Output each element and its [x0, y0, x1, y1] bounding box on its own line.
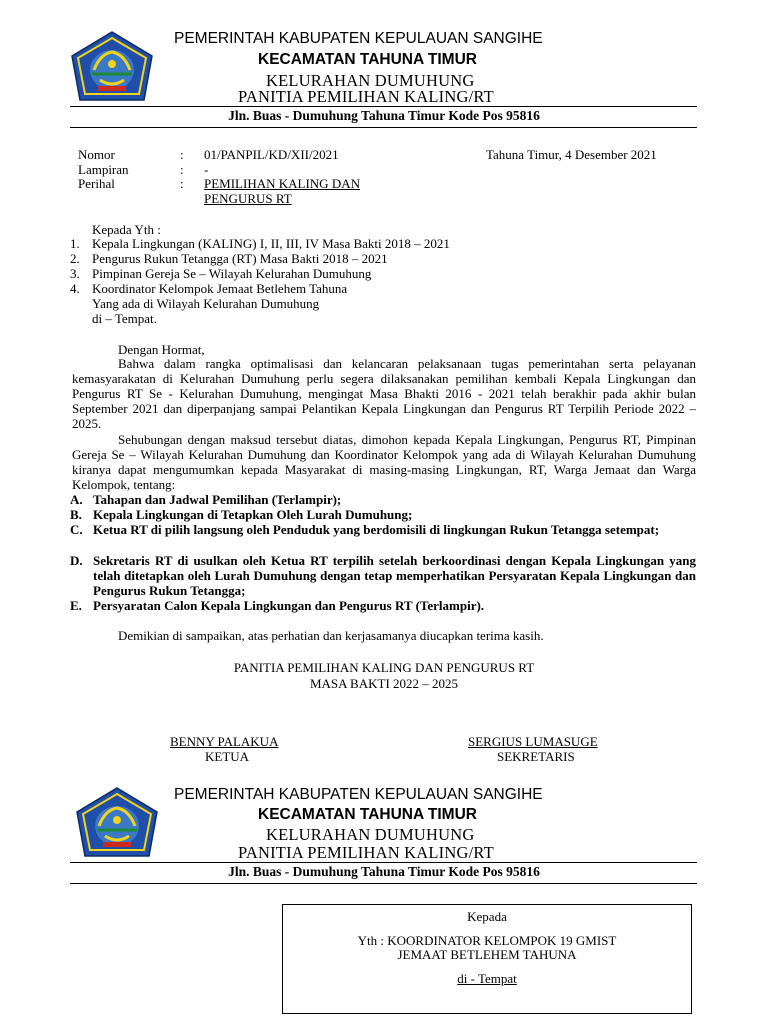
box-recipient-line-2: JEMAAT BETLEHEM TAHUNA: [397, 947, 577, 962]
lampiran-value: -: [204, 162, 209, 177]
header-line-3: KELURAHAN DUMUHUNG: [266, 825, 475, 844]
committee-period: MASA BAKTI 2022 – 2025: [309, 676, 459, 691]
header-line-4: PANITIA PEMILIHAN KALING/RT: [238, 843, 494, 862]
chairman-title: KETUA: [205, 749, 250, 764]
nomor-label: Nomor: [78, 147, 115, 162]
recipient-item: Koordinator Kelompok Jemaat Betlehem Tahuna: [92, 281, 348, 296]
colon: :: [180, 147, 184, 162]
header-divider: [70, 106, 697, 107]
box-recipient-line-1: Yth : KOORDINATOR KELOMPOK 19 GMIST: [357, 933, 617, 948]
recipient-number: 3.: [70, 266, 80, 281]
point-text: Ketua RT di pilih langsung oleh Penduduk yang berdomisili di lingkungan Rukun Tetangga setempat;: [93, 522, 660, 537]
recipient-item: Pengurus Rukun Tetangga (RT) Masa Bakti 2018 – 2021: [92, 251, 388, 266]
committee-name: PANITIA PEMILIHAN KALING DAN PENGURUS RT: [233, 660, 535, 675]
greeting: Dengan Hormat,: [118, 342, 205, 357]
letter-date: Tahuna Timur, 4 Desember 2021: [486, 147, 657, 162]
header-line-1: PEMERINTAH KABUPATEN KEPULAUAN SANGIHE: [174, 30, 543, 47]
header-line-4: PANITIA PEMILIHAN KALING/RT: [238, 87, 494, 106]
chairman-name: BENNY PALAKUA: [170, 734, 279, 749]
header-address: Jln. Buas - Dumuhung Tahuna Timur Kode Pos 95816: [228, 864, 540, 879]
body-paragraph-2: Sehubungan dengan maksud tersebut diatas, dimohon kepada Kepala Lingkungan, Pengurus RT, Pimpinan Gereja Se – Wilayah Kelurahan Dumuhung dan Koordinator Kelompok yang ada di Wilayah Kelurahan Dumuhung kiranya dapat mengumumkan kepada Masyarakat di masing-masing Lingkungan, RT, Warga Jemaat dan Warga Kelompok, tentang:: [72, 432, 696, 492]
recipients-intro: Kepada Yth :: [92, 222, 161, 237]
point-letter: E.: [70, 598, 82, 613]
perihal-value-line-2: PENGURUS RT: [204, 191, 292, 206]
point-letter: B.: [70, 507, 82, 522]
body-paragraph-1: Bahwa dalam rangka optimalisasi dan kelancaran pelaksanaan tugas pemerintahan serta pelayanan kemasyarakatan di Kelurahan Dumuhung perlu segera dilaksanakan pemilihan kembali Kepala Lingkungan dan Pengurus RT Se - Kelurahan Dumuhung, mengingat Masa Bhakti 2016 - 2021 telah berakhir pada akhir bulan September 2021 dan diperpanjang sampai Pelantikan Kepala Lingkungan dan Pengurus RT Terpilih Periode 2022 – 2025.: [72, 356, 696, 431]
perihal-value-line-1: PEMILIHAN KALING DAN: [204, 176, 360, 191]
box-place: di - Tempat: [457, 971, 517, 986]
closing-sentence: Demikian di sampaikan, atas perhatian dan kerjasamanya diucapkan terima kasih.: [118, 628, 544, 643]
secretary-name: SERGIUS LUMASUGE: [468, 734, 598, 749]
point-text: Tahapan dan Jadwal Pemilihan (Terlampir);: [93, 492, 342, 507]
colon: :: [180, 162, 184, 177]
header-line-1: PEMERINTAH KABUPATEN KEPULAUAN SANGIHE: [174, 786, 543, 803]
header-line-3: KELURAHAN DUMUHUNG: [266, 71, 475, 90]
point-text: Kepala Lingkungan di Tetapkan Oleh Lurah Dumuhung;: [93, 507, 413, 522]
box-kepada: Kepada: [467, 909, 507, 924]
regency-emblem-logo: [70, 30, 154, 102]
header-divider: [70, 127, 697, 128]
perihal-label: Perihal: [78, 176, 115, 191]
nomor-value: 01/PANPIL/KD/XII/2021: [204, 147, 339, 162]
recipient-number: 4.: [70, 281, 80, 296]
point-text: Sekretaris RT di usulkan oleh Ketua RT terpilih setelah berkoordinasi dengan Kepala Lingkungan yang telah ditetapkan oleh Lurah Dumuhung dengan tetap memperhatikan Persyaratan Kepala Lingkungan dan Pengurus Rukun Tetangga;: [93, 553, 696, 598]
secretary-title: SEKRETARIS: [497, 749, 575, 764]
recipient-number: 1.: [70, 236, 80, 251]
recipient-item: Kepala Lingkungan (KALING) I, II, III, IV Masa Bakti 2018 – 2021: [92, 236, 450, 251]
recipient-address-box: [282, 904, 692, 1014]
recipient-number: 2.: [70, 251, 80, 266]
point-letter: A.: [70, 492, 83, 507]
header-divider: [70, 862, 697, 863]
header-line-2: KECAMATAN TAHUNA TIMUR: [258, 51, 477, 68]
header-line-2: KECAMATAN TAHUNA TIMUR: [258, 806, 477, 823]
header-divider: [70, 883, 697, 884]
recipients-continuation: Yang ada di Wilayah Kelurahan Dumuhung: [92, 296, 320, 311]
point-letter: D.: [70, 553, 83, 568]
header-address: Jln. Buas - Dumuhung Tahuna Timur Kode Pos 95816: [228, 108, 540, 123]
colon: :: [180, 176, 184, 191]
point-text: Persyaratan Calon Kepala Lingkungan dan Pengurus RT (Terlampir).: [93, 598, 485, 613]
recipient-item: Pimpinan Gereja Se – Wilayah Kelurahan Dumuhung: [92, 266, 372, 281]
regency-emblem-logo: [75, 786, 159, 858]
recipients-place: di – Tempat.: [92, 311, 157, 326]
point-letter: C.: [70, 522, 83, 537]
lampiran-label: Lampiran: [78, 162, 129, 177]
